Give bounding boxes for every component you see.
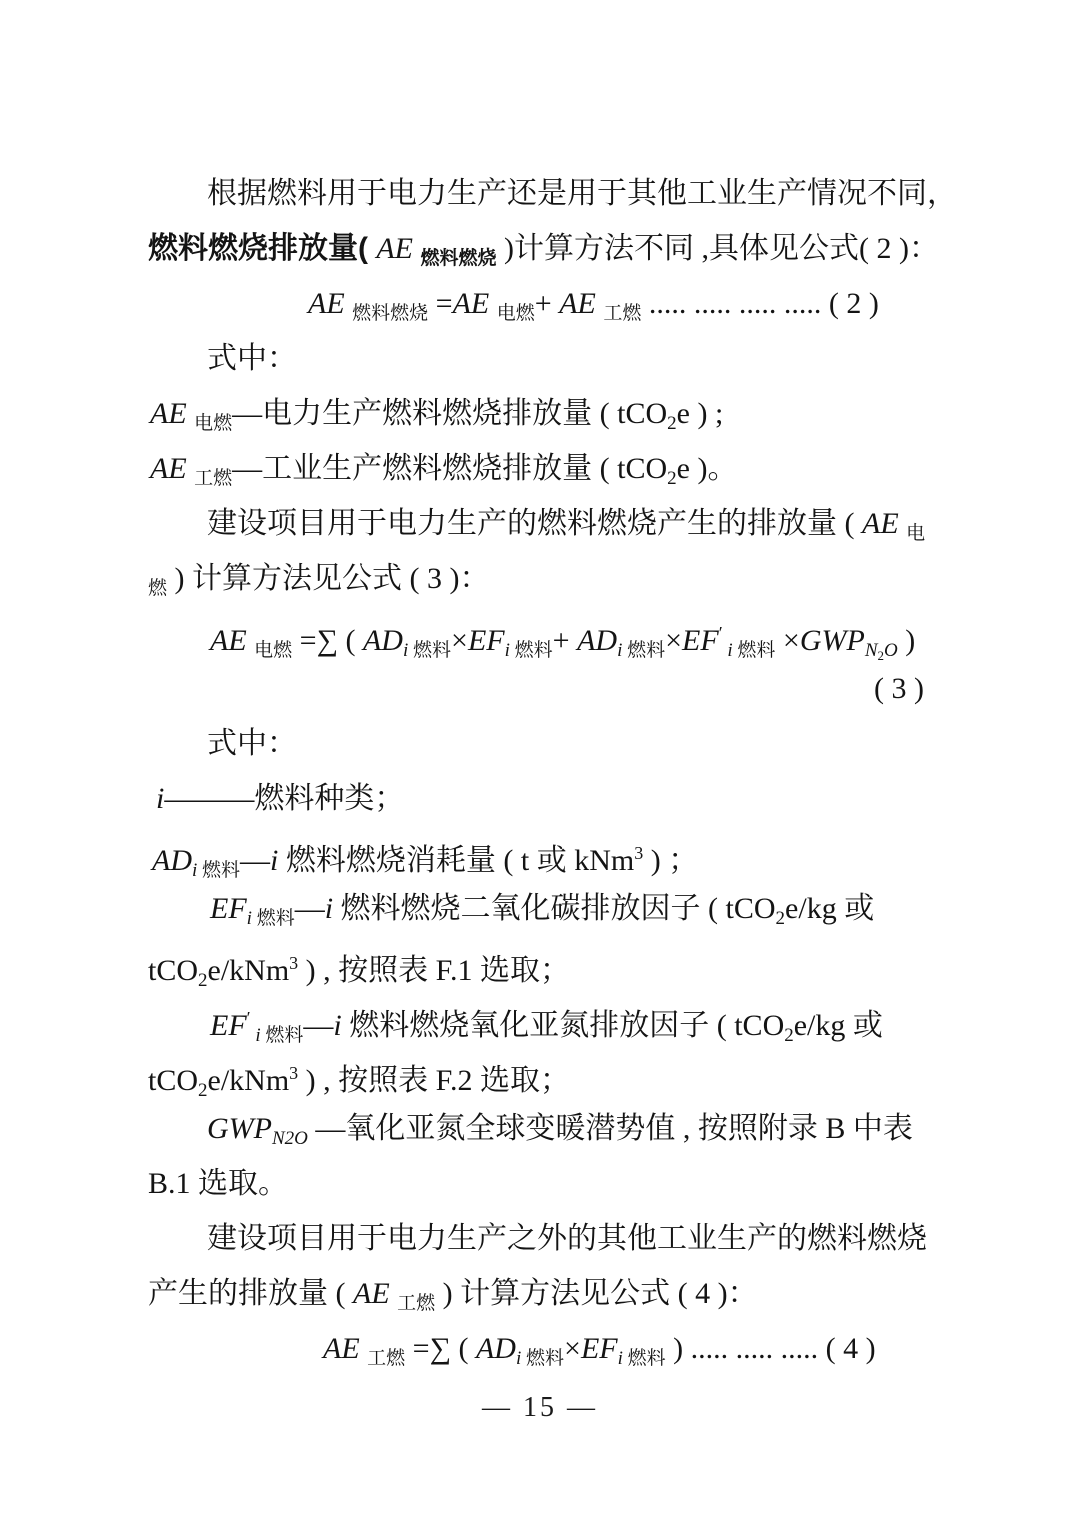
document-body	[148, 166, 957, 1376]
definition-ef-line-1	[210, 881, 932, 936]
para-electric-line-1	[207, 496, 932, 551]
text-segment: i	[250, 1025, 266, 1046]
text-segment: AE	[376, 232, 421, 265]
text-segment: e/kNm	[207, 954, 290, 987]
text-segment: EF	[210, 892, 247, 925]
text-segment: 燃料	[627, 1348, 666, 1369]
text-segment: 燃料	[627, 640, 666, 661]
text-segment: AE	[559, 287, 604, 320]
text-segment: —工业生产燃料燃烧排放量 ( tCO	[232, 452, 668, 485]
text-segment: 电	[906, 523, 926, 544]
formula-2-where-label	[207, 331, 932, 386]
text-segment: 根据燃料用于电力生产还是用于其他工业生产情况不同，	[207, 177, 957, 210]
text-segment: 2	[784, 1025, 794, 1046]
text-segment: O	[884, 640, 898, 661]
text-segment: i	[402, 640, 413, 661]
text-segment: i	[156, 782, 165, 815]
text-segment: i	[504, 640, 515, 661]
text-segment: 燃料燃烧氧化亚氮排放因子 ( tCO	[341, 1009, 785, 1042]
text-segment: =∑ (	[405, 1332, 476, 1365]
para-intro-line-1	[207, 166, 957, 221]
text-segment: ) ；	[643, 844, 699, 877]
text-segment: ×	[775, 624, 800, 657]
text-segment: 燃料	[526, 1348, 565, 1369]
formula-3-number	[148, 661, 932, 716]
para-industry-line-1	[207, 1211, 932, 1266]
text-segment: N	[864, 640, 878, 661]
text-segment: =	[428, 287, 453, 320]
text-segment: 燃料	[256, 908, 295, 929]
text-segment: 工燃	[194, 468, 233, 489]
text-segment: 燃料燃烧消耗量 ( t 或 kNm	[278, 844, 635, 877]
text-segment: i	[617, 1348, 628, 1369]
text-segment: EF	[682, 624, 719, 657]
text-segment: ) 计算方法见公式 ( 4 )：	[435, 1277, 758, 1310]
para-electric-line-2	[148, 551, 932, 606]
text-segment: 建设项目用于电力生产的燃料燃烧产生的排放量 (	[207, 507, 862, 540]
text-segment: 2	[667, 468, 677, 489]
text-segment: —	[294, 892, 325, 925]
text-segment: —氧化亚氮全球变暖潜势值 , 按照附录 B 中表	[307, 1112, 913, 1145]
text-segment: 2	[775, 908, 786, 929]
text-segment: 2	[198, 970, 208, 991]
text-segment: AE	[150, 397, 195, 430]
definition-gwp-line-1	[207, 1101, 932, 1156]
text-segment: 工燃	[397, 1293, 436, 1314]
text-segment: )计算方法不同 ,具体见公式( 2 )：	[496, 232, 939, 265]
text-segment: 燃料	[413, 640, 452, 661]
text-segment: tCO	[148, 954, 199, 987]
text-segment: 2	[667, 413, 677, 434]
text-segment: i	[333, 1009, 342, 1042]
text-segment: AE	[353, 1277, 398, 1310]
text-segment: ′	[718, 623, 723, 643]
text-segment: AD	[152, 844, 192, 877]
text-segment: e/kg 或	[793, 1009, 883, 1042]
text-segment: ×	[564, 1332, 581, 1365]
text-segment: 电燃	[194, 413, 233, 434]
text-segment: i	[515, 1348, 526, 1369]
definition-ef-prime-line-2	[148, 1046, 932, 1101]
text-segment: i	[722, 640, 738, 661]
text-segment: e ) ;	[676, 397, 724, 430]
text-segment: e/kNm	[207, 1064, 290, 1097]
formula-2	[308, 276, 932, 331]
text-segment: i	[270, 844, 279, 877]
page-number: — 15 —	[482, 1392, 598, 1423]
text-segment: =∑ (	[292, 624, 363, 657]
text-segment: 燃料燃烧	[420, 248, 497, 269]
text-segment: 燃料	[202, 860, 241, 881]
text-segment: 产生的排放量 (	[148, 1277, 353, 1310]
text-segment: ×	[451, 624, 468, 657]
text-segment: EF	[467, 624, 505, 657]
para-industry-line-2	[148, 1266, 932, 1321]
text-segment: —	[303, 1009, 334, 1042]
text-segment: AD	[577, 624, 618, 657]
text-segment: AE	[323, 1332, 368, 1365]
text-segment: i	[246, 908, 257, 929]
text-segment: ×	[665, 624, 683, 657]
formula-3	[210, 606, 932, 661]
definition-ae-gongran	[150, 441, 932, 496]
text-segment: ———燃料种类；	[164, 782, 405, 815]
definition-ef-line-2	[148, 936, 932, 991]
text-segment: 燃	[148, 578, 168, 599]
text-segment: 电燃	[254, 640, 293, 661]
text-segment: EF	[580, 1332, 618, 1365]
text-segment: +	[534, 287, 560, 320]
text-segment: 燃料	[265, 1025, 304, 1046]
text-segment: 工燃	[367, 1348, 406, 1369]
text-segment: i	[192, 860, 203, 881]
text-segment: ) 计算方法见公式 ( 3 )：	[167, 562, 490, 595]
text-segment: tCO	[148, 1064, 199, 1097]
definition-i	[156, 771, 932, 826]
text-segment: ..... ..... ..... ..... ( 2 )	[641, 287, 879, 320]
text-segment: ( 3 )	[874, 672, 924, 705]
text-segment: AE	[150, 452, 195, 485]
text-segment: e )。	[676, 452, 738, 485]
text-segment: i	[324, 892, 334, 925]
text-segment: GWP	[207, 1112, 272, 1145]
text-segment: EF	[210, 1009, 247, 1042]
text-segment: ) ..... ..... ..... ( 4 )	[665, 1332, 876, 1365]
text-segment: 建设项目用于电力生产之外的其他工业生产的燃料燃烧	[207, 1222, 927, 1255]
text-segment: AE	[210, 624, 255, 657]
text-segment: 燃料燃烧	[352, 303, 429, 324]
text-segment: 2	[877, 648, 885, 663]
text-segment: 燃料燃烧二氧化碳排放因子 ( tCO	[333, 892, 776, 925]
definition-gwp-line-2	[148, 1156, 932, 1211]
text-segment: N2O	[271, 1128, 308, 1149]
text-segment: 式中：	[207, 342, 297, 375]
text-segment: AD	[362, 624, 403, 657]
text-segment: 3	[634, 843, 644, 863]
text-segment: ′	[246, 1008, 251, 1028]
text-segment: 3	[289, 953, 299, 973]
text-segment: )	[897, 624, 916, 657]
para-intro-line-2	[148, 221, 939, 276]
text-segment: 2	[198, 1080, 208, 1101]
text-segment: GWP	[799, 624, 865, 657]
text-segment: 工燃	[603, 303, 642, 324]
text-segment: B.1 选取。	[148, 1167, 289, 1200]
text-segment: 电燃	[496, 303, 535, 324]
text-segment: 式中：	[207, 727, 297, 760]
text-segment: AD	[475, 1332, 516, 1365]
definition-ae-dianran	[150, 386, 932, 441]
text-segment: AE	[308, 287, 353, 320]
formula-4	[323, 1321, 932, 1376]
definition-ad	[152, 826, 932, 881]
text-segment: 3	[289, 1063, 299, 1083]
text-segment: ) , 按照表 F.2 选取；	[298, 1064, 570, 1097]
text-segment: 燃料燃烧排放量(	[148, 232, 377, 265]
text-segment: AE	[452, 287, 497, 320]
text-segment: 燃料	[737, 640, 776, 661]
formula-3-where-label	[207, 716, 932, 771]
text-segment: +	[552, 624, 578, 657]
text-segment: AE	[862, 507, 907, 540]
text-segment: —电力生产燃料燃烧排放量 ( tCO	[232, 397, 668, 430]
definition-ef-prime-line-1	[210, 991, 932, 1046]
text-segment: ) , 按照表 F.1 选取；	[298, 954, 570, 987]
text-segment: —	[240, 844, 271, 877]
text-segment: e/kg 或	[785, 892, 875, 925]
text-segment: 燃料	[514, 640, 553, 661]
text-segment: i	[617, 640, 628, 661]
